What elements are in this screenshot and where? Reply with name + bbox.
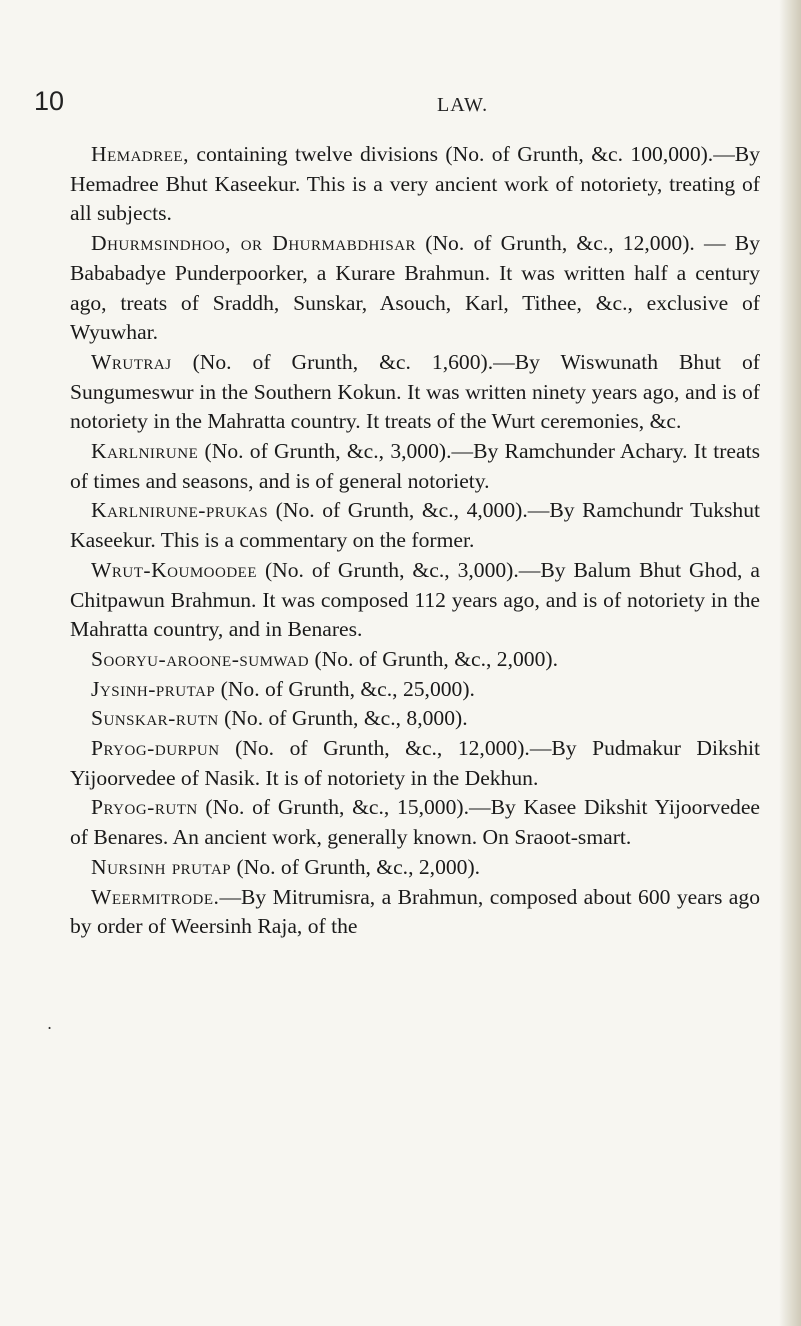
page-edge-shadow xyxy=(779,0,801,1326)
entry-heading: Wrut-Koumoodee xyxy=(91,557,257,582)
entry-heading: Karlnirune xyxy=(91,439,199,464)
margin-mark: . xyxy=(47,1014,53,1033)
entry-sunskar-rutn xyxy=(70,704,760,734)
entry-text: (No. of Grunth, &c., 2,000). xyxy=(231,854,481,879)
entry-hemadree xyxy=(70,140,760,229)
entry-text: (No. of Grunth, &c., 3,000).—By Balum Bhut Ghod, a Chitpawun Brahmun. It was composed 112 years ago, and is of notoriety in the Mahratta country, and in Benares. xyxy=(70,557,760,642)
entry-text: (No. of Grunth, &c., 15,000).—By Kasee Dikshit Yijoorvedee of Benares. An ancient work, generally known. On Sraoot-smart. xyxy=(70,795,760,850)
entry-weermitrode xyxy=(70,883,760,942)
entry-heading: Pryog-rutn xyxy=(91,795,198,820)
entry-text: (No. of Grunth, &c., 25,000). xyxy=(215,676,475,701)
page-number: 10 xyxy=(34,86,65,116)
entry-text: (No. of Grunth, &c., 4,000).—By Ramchundr Tukshut Kaseekur. This is a commentary on the former. xyxy=(70,498,760,553)
entry-text: (No. of Grunth, &c. 1,600).—By Wiswunath Bhut of Sungumeswur in the Southern Kokun. It was written ninety years ago, and is of notoriety in the Mahratta country. It treats of the Wurt ceremonies, &c. xyxy=(70,349,760,434)
entry-text: containing twelve divisions (No. of Grunth, &c. 100,000).—By Hemadree Bhut Kaseekur. This is a very ancient work of notoriety, treating of all subjects. xyxy=(70,142,760,226)
entry-heading: Hemadree, xyxy=(91,142,189,166)
entry-text: (No. of Grunth, &c., 3,000).—By Ramchunder Achary. It treats of times and seasons, and is of general notoriety. xyxy=(70,439,760,493)
entry-wrut-koumoodee xyxy=(70,556,760,645)
running-head: LAW. xyxy=(437,94,489,116)
entry-heading: Dhurmsindhoo, or Dhurmabdhisar xyxy=(91,231,417,256)
entry-heading: Sooryu-aroone-sumwad xyxy=(91,646,310,671)
entry-heading: Nursinh prutap xyxy=(91,854,232,879)
body-text xyxy=(70,140,760,942)
entry-heading: Karlnirune-prukas xyxy=(91,498,269,523)
entry-heading: Pryog-durpun xyxy=(91,736,220,761)
entry-text: (No. of Grunth, &c., 12,000).—By Pudmakur Dikshit Yijoorvedee of Nasik. It is of notoriety in the Dekhun. xyxy=(70,736,760,790)
entry-dhurmsindhoo xyxy=(70,229,760,348)
page-header xyxy=(0,86,801,126)
entry-heading: Weermitrode. xyxy=(91,884,220,909)
entry-text: —By Mitrumisra, a Brahmun, composed about 600 years ago by order of Weersinh Raja, of the xyxy=(70,884,760,939)
entry-heading: Sunskar-rutn xyxy=(91,706,219,731)
entry-sooryu-aroone-sumwad xyxy=(70,645,760,675)
entry-text: (No. of Grunth, &c., 2,000). xyxy=(309,646,558,671)
entry-pryog-durpun xyxy=(70,734,760,793)
entry-text: (No. of Grunth, &c., 8,000). xyxy=(218,706,468,731)
entry-karlnirune-prukas xyxy=(70,496,760,555)
entry-pryog-rutn xyxy=(70,793,760,852)
entry-wrutraj xyxy=(70,348,760,437)
entry-karlnirune xyxy=(70,437,760,496)
entry-jysinh-prutap xyxy=(70,675,760,705)
entry-nursinh-prutap xyxy=(70,853,760,883)
entry-heading: Wrutraj xyxy=(91,349,172,374)
entry-heading: Jysinh-prutap xyxy=(91,676,216,701)
entry-text: (No. of Grunth, &c., 12,000). — By Bababadye Punderpoorker, a Kurare Brahmun. It was written half a century ago, treats of Sraddh, Sunskar, Asouch, Karl, Tithee, &c., exclusive of Wyuwhar. xyxy=(70,231,760,345)
